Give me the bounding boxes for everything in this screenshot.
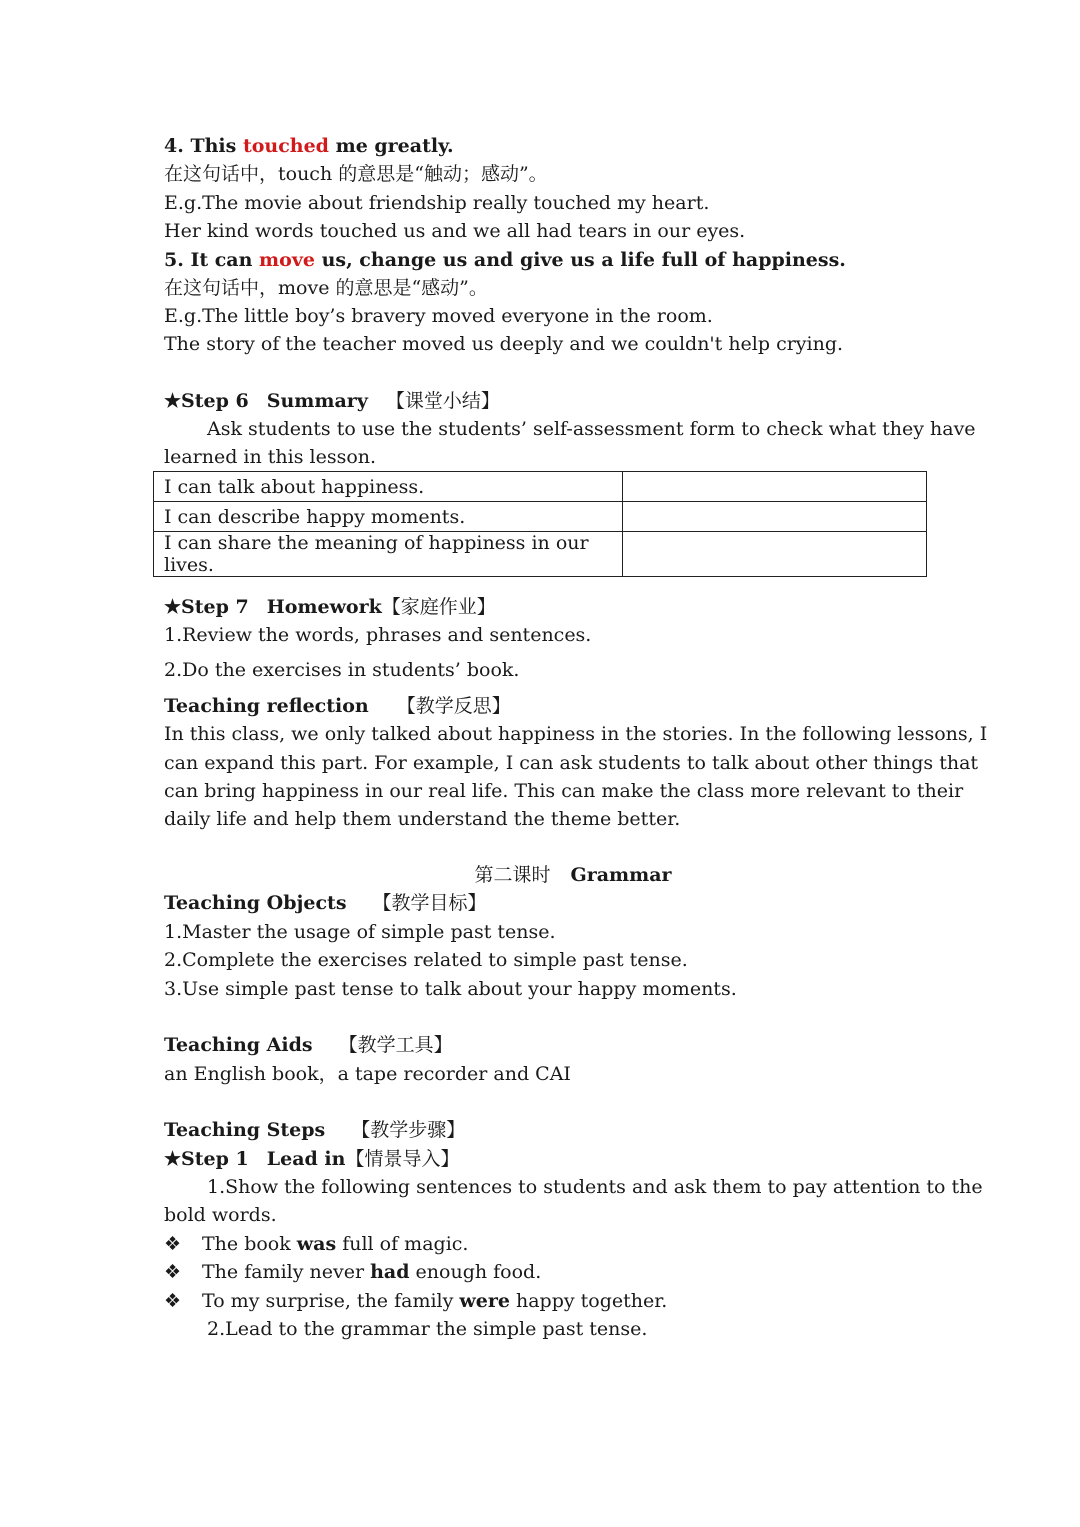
aids-title: Teaching Aids: [164, 1034, 313, 1056]
step6-label: ★Step 6: [164, 390, 249, 412]
step7-label: ★Step 7: [164, 596, 249, 618]
aids-heading: [164, 1032, 453, 1058]
sentence-bold: were: [459, 1290, 510, 1312]
step1-para-2: 2.Lead to the grammar the simple past tense.: [207, 1318, 648, 1340]
check-cell: [623, 472, 927, 502]
step7-heading: [164, 594, 496, 620]
sentence-text: The book: [202, 1233, 297, 1255]
step6-cn: 【课堂小结】: [385, 390, 500, 412]
table-cell: I can describe happy moments.: [154, 502, 623, 532]
table-cell: I can share the meaning of happiness in our lives.: [154, 532, 623, 577]
table-row: [154, 502, 927, 532]
sentence-bold: had: [370, 1261, 410, 1283]
step1-title: Lead in: [266, 1148, 346, 1170]
sec4-num: 4. This: [164, 135, 243, 157]
objects-title: Teaching Objects: [164, 892, 347, 914]
sentence-bold: was: [296, 1233, 337, 1255]
sec5-num: 5. It can: [164, 249, 260, 271]
aids-text: an English book，a tape recorder and CAI: [164, 1063, 571, 1085]
check-cell: [623, 532, 927, 577]
step1-heading: [164, 1146, 459, 1172]
step1-para-1a: 1.Show the following sentences to students and ask them to pay attention to the: [207, 1176, 983, 1198]
reflection-line-1: In this class, we only talked about happiness in the stories. In the following lessons, I: [164, 723, 988, 745]
lesson2-cn: 第二课时: [474, 864, 551, 886]
step7-title: Homework: [266, 596, 382, 618]
lesson2-en: Grammar: [570, 864, 672, 886]
step7-item-1: 1.Review the words, phrases and sentences.: [164, 624, 592, 646]
step6-instruction-2: learned in this lesson.: [164, 446, 377, 468]
bullet-sentence-2: [164, 1259, 541, 1285]
sec4-heading: [164, 133, 454, 159]
reflection-heading: [164, 693, 511, 719]
step6-heading: [164, 388, 500, 414]
step6-instruction-1: Ask students to use the students’ self-assessment form to check what they have: [207, 418, 976, 440]
sec5-explain: 在这句话中，move 的意思是“感动”。: [164, 277, 488, 299]
sec4-example-2: Her kind words touched us and we all had tears in our eyes.: [164, 220, 746, 242]
step1-para-1b: bold words.: [164, 1204, 277, 1226]
reflection-cn: 【教学反思】: [396, 695, 511, 717]
objects-cn: 【教学目标】: [372, 892, 487, 914]
objects-item-1: 1.Master the usage of simple past tense.: [164, 921, 556, 943]
step1-cn: 【情景导入】: [345, 1148, 460, 1170]
step7-cn: 【家庭作业】: [381, 596, 496, 618]
sec4-explain: 在这句话中，touch 的意思是“触动；感动”。: [164, 163, 548, 185]
sec4-keyword: touched: [242, 135, 329, 157]
lesson2-title: [0, 862, 1080, 888]
sentence-text: The family never: [202, 1261, 371, 1283]
sentence-text: happy together.: [509, 1290, 668, 1312]
sec4-example-1: E.g.The movie about friendship really touched my heart.: [164, 192, 710, 214]
steps-cn: 【教学步骤】: [351, 1119, 466, 1141]
table-cell: I can talk about happiness.: [154, 472, 623, 502]
bullet-icon: ❖: [164, 1290, 182, 1312]
step1-label: ★Step 1: [164, 1148, 249, 1170]
sec5-rest: us, change us and give us a life full of happiness.: [314, 249, 846, 271]
aids-cn: 【教学工具】: [338, 1034, 453, 1056]
bullet-icon: ❖: [164, 1233, 182, 1255]
step7-item-2: 2.Do the exercises in students’ book.: [164, 659, 520, 681]
table-row: [154, 472, 927, 502]
sentence-text: enough food.: [409, 1261, 542, 1283]
reflection-line-3: can bring happiness in our real life. This can make the class more relevant to their: [164, 780, 964, 802]
sec4-rest: me greatly.: [328, 135, 454, 157]
bullet-sentence-1: [164, 1231, 468, 1257]
check-cell: [623, 502, 927, 532]
sec5-keyword: move: [259, 249, 315, 271]
reflection-title: Teaching reflection: [164, 695, 369, 717]
table-row: [154, 532, 927, 577]
steps-title: Teaching Steps: [164, 1119, 326, 1141]
step6-title: Summary: [266, 390, 368, 412]
self-assessment-table: [153, 471, 927, 577]
sentence-text: To my surprise, the family: [202, 1290, 460, 1312]
objects-heading: [164, 890, 487, 916]
objects-item-3: 3.Use simple past tense to talk about your happy moments.: [164, 978, 737, 1000]
sentence-text: full of magic.: [336, 1233, 469, 1255]
bullet-sentence-3: [164, 1288, 667, 1314]
sec5-example-2: The story of the teacher moved us deeply and we couldn't help crying.: [164, 333, 844, 355]
sec5-heading: [164, 247, 846, 273]
reflection-line-4: daily life and help them understand the theme better.: [164, 808, 681, 830]
steps-heading: [164, 1117, 465, 1143]
reflection-line-2: can expand this part. For example, I can ask students to talk about other things that: [164, 752, 979, 774]
sec5-example-1: E.g.The little boy’s bravery moved everyone in the room.: [164, 305, 713, 327]
bullet-icon: ❖: [164, 1261, 182, 1283]
objects-item-2: 2.Complete the exercises related to simple past tense.: [164, 949, 688, 971]
